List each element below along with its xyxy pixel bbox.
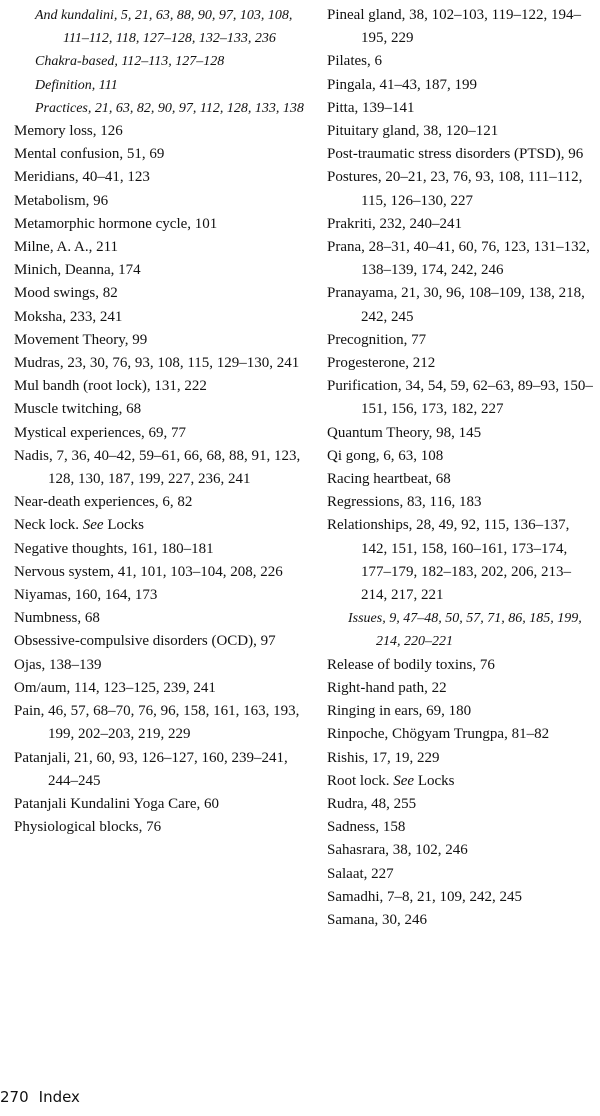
page-footer bbox=[0, 1088, 80, 1106]
index-entry: Movement Theory, 99 bbox=[14, 331, 148, 348]
index-entry: Qi gong, 6, 63, 108 bbox=[327, 447, 444, 464]
index-entry: Ringing in ears, 69, 180 bbox=[327, 703, 472, 720]
see-label: See bbox=[393, 772, 415, 789]
index-entry: Rishis, 17, 19, 229 bbox=[327, 749, 440, 766]
index-subentry: Chakra-based, 112–113, 127–128 bbox=[35, 54, 225, 70]
index-entry: Mystical experiences, 69, 77 bbox=[14, 424, 187, 441]
index-entry: Ojas, 138–139 bbox=[14, 656, 102, 673]
index-entry: Progesterone, 212 bbox=[327, 355, 436, 372]
index-entry: Negative thoughts, 161, 180–181 bbox=[14, 540, 214, 557]
index-entry: Om/aum, 114, 123–125, 239, 241 bbox=[14, 679, 216, 696]
index-entry: Mood swings, 82 bbox=[14, 285, 118, 302]
index-subentry: Practices, 21, 63, 82, 90, 97, 112, 128, 133, 138 bbox=[35, 100, 304, 116]
index-entry: Pituitary gland, 38, 120–121 bbox=[327, 123, 499, 140]
index-entry: Precognition, 77 bbox=[327, 331, 427, 348]
index-entry: Physiological blocks, 76 bbox=[14, 819, 162, 836]
index-entry: Purification, 34, 54, 59, 62–63, 89–93, 150–151, 156, 173, 182, 227 bbox=[327, 378, 593, 418]
entry-term: Root lock. bbox=[327, 772, 394, 789]
index-entry: Nadis, 7, 36, 40–42, 59–61, 66, 68, 88, 91, 123, 128, 130, 187, 199, 227, 236, 241 bbox=[14, 447, 301, 488]
index-entry: Minich, Deanna, 174 bbox=[14, 262, 141, 279]
index-entry: Pineal gland, 38, 102–103, 119–122, 194–195, 229 bbox=[327, 7, 582, 47]
index-entry: Pitta, 139–141 bbox=[327, 99, 415, 116]
index-entry: Post-traumatic stress disorders (PTSD), 96 bbox=[327, 146, 584, 163]
index-entry: Mental confusion, 51, 69 bbox=[14, 146, 165, 163]
index-entry: Sahasrara, 38, 102, 246 bbox=[327, 842, 468, 859]
see-target: Locks bbox=[103, 517, 144, 534]
index-entry: Right-hand path, 22 bbox=[327, 679, 447, 696]
index-entry: Pilates, 6 bbox=[327, 53, 382, 70]
index-column-right bbox=[327, 4, 595, 932]
index-entry: Moksha, 233, 241 bbox=[14, 308, 123, 325]
index-entry: Memory loss, 126 bbox=[14, 123, 123, 140]
entry-term: Neck lock. bbox=[14, 517, 83, 534]
index-entry: Milne, A. A., 211 bbox=[14, 239, 119, 256]
index-entry: Salaat, 227 bbox=[327, 865, 394, 882]
index-entry: Mul bandh (root lock), 131, 222 bbox=[14, 378, 207, 395]
index-entry: Metamorphic hormone cycle, 101 bbox=[14, 215, 218, 232]
index-entry: Regressions, 83, 116, 183 bbox=[327, 494, 482, 511]
index-entry-cross-reference bbox=[327, 770, 595, 793]
index-entry: Near-death experiences, 6, 82 bbox=[14, 494, 193, 511]
index-entry: Rinpoche, Chögyam Trungpa, 81–82 bbox=[327, 726, 550, 743]
index-entry: Patanjali Kundalini Yoga Care, 60 bbox=[14, 795, 219, 812]
index-entry: Muscle twitching, 68 bbox=[14, 401, 142, 418]
index-entry: Sadness, 158 bbox=[327, 819, 406, 836]
see-label: See bbox=[82, 517, 104, 534]
index-entry: Pain, 46, 57, 68–70, 76, 96, 158, 161, 163, 193, 199, 202–203, 219, 229 bbox=[14, 703, 300, 743]
see-target: Locks bbox=[414, 772, 455, 789]
index-subentry: Definition, 111 bbox=[35, 77, 118, 93]
index-entry: Prana, 28–31, 40–41, 60, 76, 123, 131–132, 138–139, 174, 242, 246 bbox=[327, 239, 590, 279]
index-entry: Obsessive-compulsive disorders (OCD), 97 bbox=[14, 633, 276, 650]
index-entry: Meridians, 40–41, 123 bbox=[14, 169, 150, 186]
index-entry: Nervous system, 41, 101, 103–104, 208, 226 bbox=[14, 563, 283, 580]
index-entry: Niyamas, 160, 164, 173 bbox=[14, 587, 158, 604]
index-subentry: And kundalini, 5, 21, 63, 88, 90, 97, 103, 108, 111–112, 118, 127–128, 132–133, 236 bbox=[35, 8, 293, 47]
index-entry: Metabolism, 96 bbox=[14, 192, 109, 209]
page-number: 270 bbox=[0, 1088, 29, 1106]
index-entry-cross-reference bbox=[14, 514, 312, 537]
index-entry: Quantum Theory, 98, 145 bbox=[327, 424, 482, 441]
index-entry: Pingala, 41–43, 187, 199 bbox=[327, 76, 477, 93]
index-entry: Postures, 20–21, 23, 76, 93, 108, 111–112, 115, 126–130, 227 bbox=[327, 169, 583, 209]
index-column-left bbox=[14, 4, 312, 839]
index-subentry: Issues, 9, 47–48, 50, 57, 71, 86, 185, 199, 214, 220–221 bbox=[348, 611, 582, 650]
index-entry: Numbness, 68 bbox=[14, 610, 100, 627]
index-entry: Rudra, 48, 255 bbox=[327, 795, 417, 812]
index-entry: Racing heartbeat, 68 bbox=[327, 471, 451, 488]
index-entry: Mudras, 23, 30, 76, 93, 108, 115, 129–130, 241 bbox=[14, 355, 300, 372]
index-entry: Relationships, 28, 49, 92, 115, 136–137, 142, 151, 158, 160–161, 173–174, 177–179, 182–183, 202, 206, 213–214, 217, 221 bbox=[327, 517, 571, 604]
index-entry: Release of bodily toxins, 76 bbox=[327, 656, 495, 673]
index-entry: Pranayama, 21, 30, 96, 108–109, 138, 218, 242, 245 bbox=[327, 285, 585, 325]
section-title: Index bbox=[38, 1088, 80, 1106]
index-entry: Samadhi, 7–8, 21, 109, 242, 245 bbox=[327, 888, 522, 905]
index-entry: Samana, 30, 246 bbox=[327, 911, 427, 928]
index-entry: Patanjali, 21, 60, 93, 126–127, 160, 239–241, 244–245 bbox=[14, 749, 288, 789]
index-entry: Prakriti, 232, 240–241 bbox=[327, 215, 462, 232]
